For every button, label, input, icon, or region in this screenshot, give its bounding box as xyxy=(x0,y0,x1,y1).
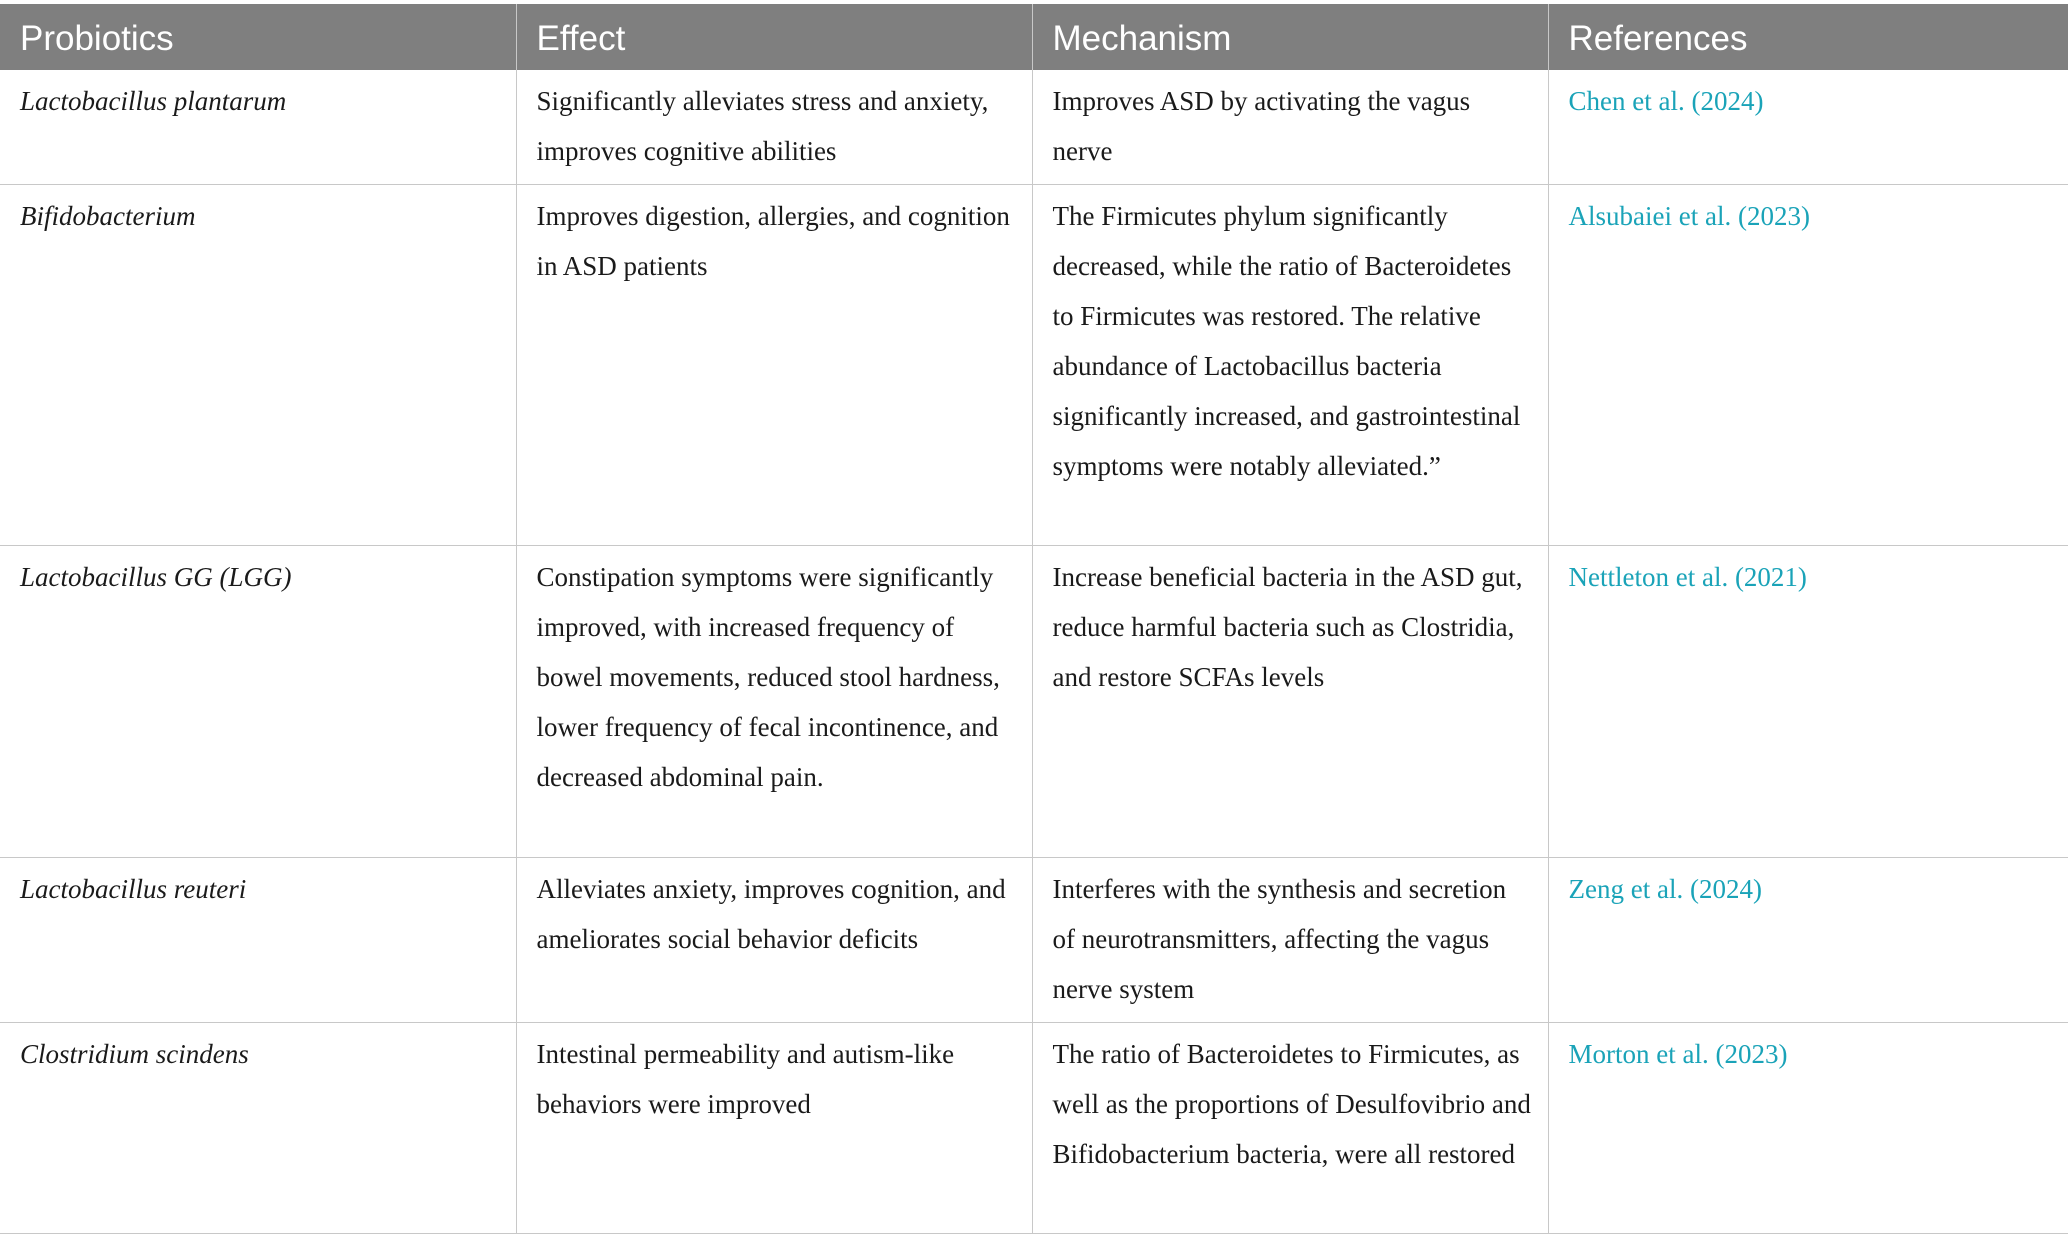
table-row xyxy=(0,70,2068,185)
probiotic-cell: Lactobacillus reuteri xyxy=(0,858,516,1023)
header-effect: Effect xyxy=(516,4,1032,70)
table-row xyxy=(0,546,2068,858)
probiotic-cell: Lactobacillus GG (LGG) xyxy=(0,546,516,858)
probiotic-cell: Clostridium scindens xyxy=(0,1023,516,1234)
reference-link[interactable]: Chen et al. (2024) xyxy=(1548,70,2068,185)
reference-link[interactable]: Nettleton et al. (2021) xyxy=(1548,546,2068,858)
effect-cell: Improves digestion, allergies, and cognition in ASD patients xyxy=(516,185,1032,546)
mechanism-cell: The ratio of Bacteroidetes to Firmicutes, as well as the proportions of Desulfovibrio and Bifidobacterium bacteria, were all restored xyxy=(1032,1023,1548,1234)
table-row xyxy=(0,858,2068,1023)
reference-link[interactable]: Alsubaiei et al. (2023) xyxy=(1548,185,2068,546)
reference-link[interactable]: Zeng et al. (2024) xyxy=(1548,858,2068,1023)
header-mechanism: Mechanism xyxy=(1032,4,1548,70)
effect-cell: Intestinal permeability and autism-like behaviors were improved xyxy=(516,1023,1032,1234)
mechanism-cell: Interferes with the synthesis and secretion of neurotransmitters, affecting the vagus nerve system xyxy=(1032,858,1548,1023)
table-row xyxy=(0,1023,2068,1234)
effect-cell: Constipation symptoms were significantly improved, with increased frequency of bowel movements, reduced stool hardness, lower frequency of fecal incontinence, and decreased abdominal pain. xyxy=(516,546,1032,858)
effect-cell: Alleviates anxiety, improves cognition, and ameliorates social behavior deficits xyxy=(516,858,1032,1023)
effect-cell: Significantly alleviates stress and anxiety, improves cognitive abilities xyxy=(516,70,1032,185)
header-row xyxy=(0,4,2068,70)
header-references: References xyxy=(1548,4,2068,70)
reference-link[interactable]: Morton et al. (2023) xyxy=(1548,1023,2068,1234)
probiotics-table xyxy=(0,4,2068,1234)
mechanism-cell: The Firmicutes phylum significantly decreased, while the ratio of Bacteroidetes to Firmicutes was restored. The relative abundance of Lactobacillus bacteria significantly increased, and gastrointestinal symptoms were notably alleviated.” xyxy=(1032,185,1548,546)
probiotic-cell: Bifidobacterium xyxy=(0,185,516,546)
mechanism-cell: Improves ASD by activating the vagus nerve xyxy=(1032,70,1548,185)
probiotic-cell: Lactobacillus plantarum xyxy=(0,70,516,185)
header-probiotics: Probiotics xyxy=(0,4,516,70)
mechanism-cell: Increase beneficial bacteria in the ASD gut, reduce harmful bacteria such as Clostridia, and restore SCFAs levels xyxy=(1032,546,1548,858)
table-row xyxy=(0,185,2068,546)
